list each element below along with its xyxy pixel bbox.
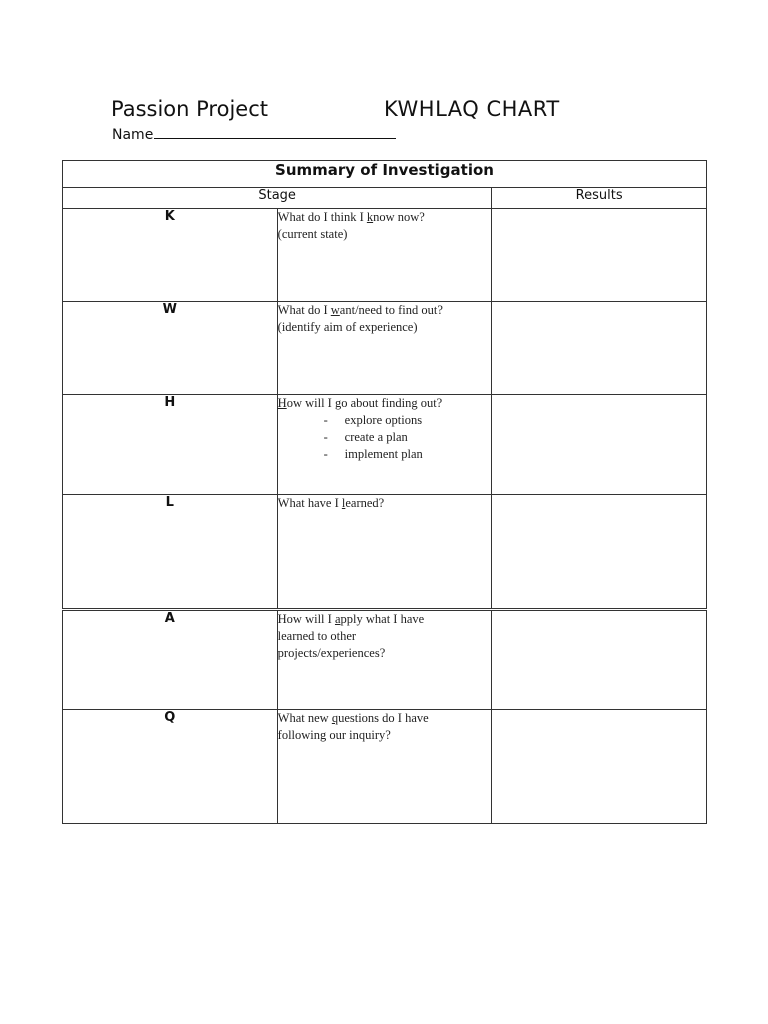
page-title: Passion Project <box>111 97 268 121</box>
table-row-w <box>63 302 707 395</box>
options-list <box>278 412 492 463</box>
results-cell-q[interactable] <box>492 710 707 824</box>
stage-letter: W <box>63 302 278 395</box>
chart-title: KWHLAQ CHART <box>384 97 560 121</box>
stage-question: What new questions do I have following our inquiry? <box>277 710 492 824</box>
stage-question: What have I learned? <box>277 495 492 610</box>
stage-letter: H <box>63 395 278 495</box>
results-cell-a[interactable] <box>492 610 707 710</box>
name-field[interactable] <box>112 126 396 143</box>
summary-title: Summary of Investigation <box>63 161 707 188</box>
table-row-a <box>63 610 707 710</box>
table-row-l <box>63 495 707 610</box>
stage-letter: A <box>63 610 278 710</box>
table-row-q <box>63 710 707 824</box>
results-cell-w[interactable] <box>492 302 707 395</box>
stage-question: How will I go about finding out? - explore options - create a plan - implement plan <box>277 395 492 495</box>
stage-letter: Q <box>63 710 278 824</box>
name-blank-line[interactable] <box>154 126 396 139</box>
list-item: - implement plan <box>324 446 492 463</box>
name-label: Name <box>112 127 154 143</box>
stage-column-header: Stage <box>63 188 492 209</box>
stage-question: What do I want/need to find out? (identify aim of experience) <box>277 302 492 395</box>
list-item: - explore options <box>324 412 492 429</box>
table-row-k <box>63 209 707 302</box>
stage-question: What do I think I know now? (current state) <box>277 209 492 302</box>
stage-letter: L <box>63 495 278 610</box>
results-column-header: Results <box>492 188 707 209</box>
results-cell-l[interactable] <box>492 495 707 610</box>
kwhlaq-table <box>62 160 707 824</box>
list-item: - create a plan <box>324 429 492 446</box>
results-cell-k[interactable] <box>492 209 707 302</box>
table-row-h <box>63 395 707 495</box>
stage-letter: K <box>63 209 278 302</box>
stage-question: How will I apply what I have learned to other projects/experiences? <box>277 610 492 710</box>
results-cell-h[interactable] <box>492 395 707 495</box>
